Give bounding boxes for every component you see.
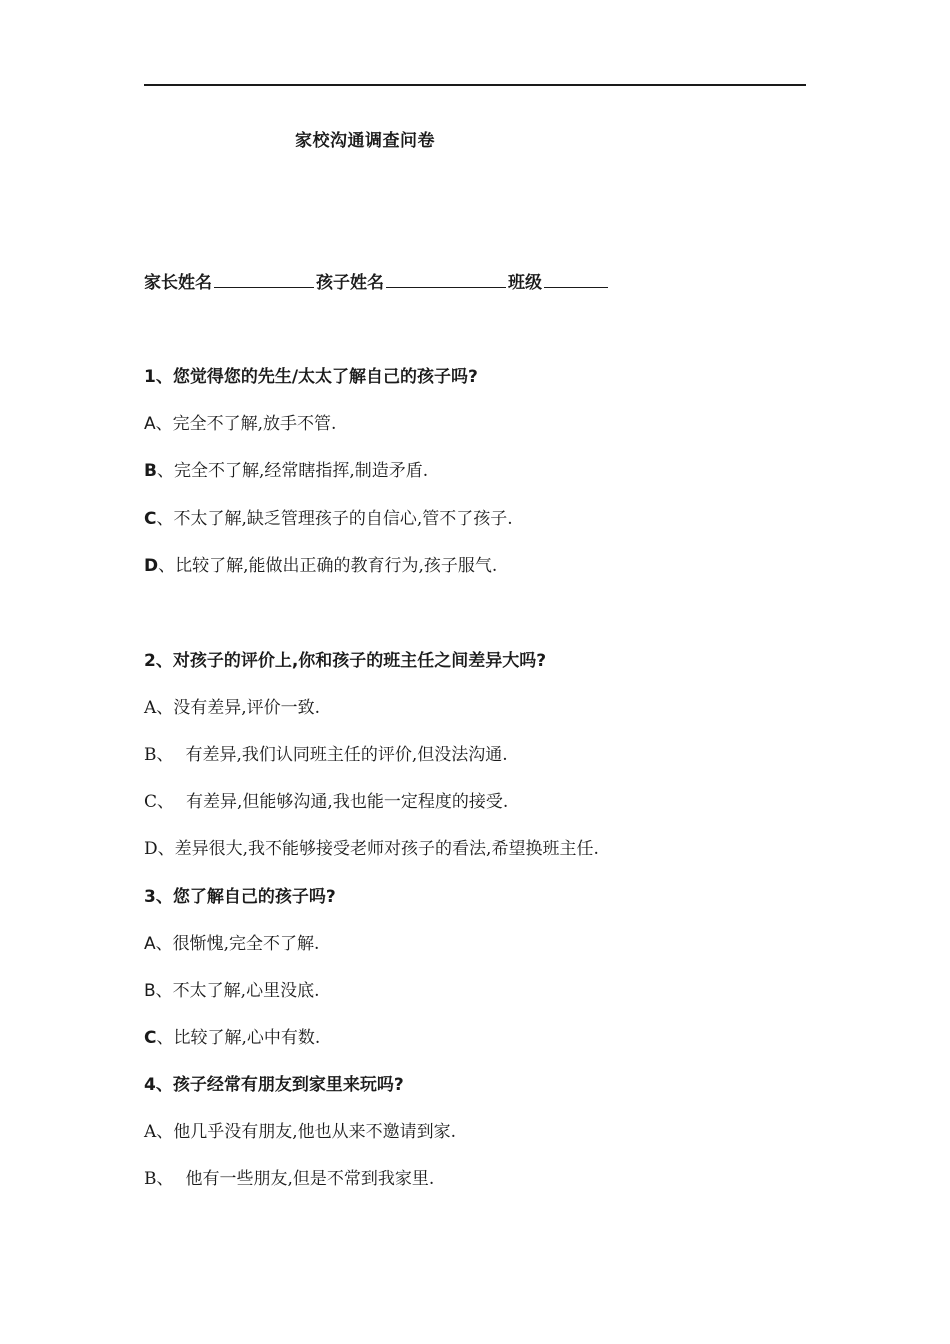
question-3: 3、您了解自己的孩子吗? bbox=[144, 887, 336, 907]
option-letter: A bbox=[144, 414, 156, 434]
option-text: 完全不了解,放手不管. bbox=[172, 414, 337, 434]
class-field[interactable] bbox=[544, 269, 608, 288]
question-1: 1、您觉得您的先生/太太了解自己的孩子吗? bbox=[144, 367, 478, 387]
option-text: 他几乎没有朋友,他也从来不邀请到家. bbox=[173, 1122, 457, 1142]
option-letter: D bbox=[144, 839, 158, 859]
option-text: 差异很大,我不能够接受老师对孩子的看法,希望换班主任. bbox=[174, 839, 599, 859]
q2-option-b[interactable] bbox=[144, 740, 508, 765]
option-text: 有差异,我们认同班主任的评价,但没法沟通. bbox=[185, 745, 508, 765]
option-separator: 、 bbox=[158, 556, 176, 576]
option-letter: C bbox=[144, 509, 157, 529]
option-letter: A bbox=[144, 1122, 157, 1142]
option-text: 没有差异,评价一致. bbox=[173, 698, 321, 718]
option-separator: 、 bbox=[156, 461, 174, 481]
option-letter: C bbox=[144, 1028, 157, 1048]
option-letter: B bbox=[144, 981, 156, 1001]
option-letter: A bbox=[144, 934, 156, 954]
q4-option-a[interactable] bbox=[144, 1117, 456, 1142]
question-2: 2、对孩子的评价上,你和孩子的班主任之间差异大吗? bbox=[144, 651, 547, 671]
option-separator: 、 bbox=[156, 1169, 174, 1189]
option-letter: D bbox=[144, 556, 159, 576]
option-separator: 、 bbox=[155, 414, 173, 434]
option-letter: B bbox=[144, 461, 157, 481]
option-letter: B bbox=[144, 745, 157, 765]
top-horizontal-rule bbox=[144, 84, 806, 86]
child-name-field[interactable] bbox=[386, 269, 506, 288]
q2-option-d[interactable] bbox=[144, 834, 599, 859]
option-separator: 、 bbox=[156, 1028, 174, 1048]
q1-option-b[interactable] bbox=[144, 456, 428, 481]
respondent-info-line bbox=[144, 268, 610, 293]
option-text: 不太了解,缺乏管理孩子的自信心,管不了孩子. bbox=[173, 509, 513, 529]
option-letter: B bbox=[144, 1169, 157, 1189]
parent-name-label: 家长姓名 bbox=[144, 273, 212, 293]
option-text: 比较了解,能做出正确的教育行为,孩子服气. bbox=[175, 556, 498, 576]
option-letter: C bbox=[144, 792, 158, 812]
q3-option-a[interactable] bbox=[144, 929, 319, 954]
option-text: 完全不了解,经常瞎指挥,制造矛盾. bbox=[173, 461, 429, 481]
option-separator: 、 bbox=[156, 745, 174, 765]
q1-option-d[interactable] bbox=[144, 551, 497, 576]
option-text: 很惭愧,完全不了解. bbox=[172, 934, 320, 954]
option-separator: 、 bbox=[155, 981, 173, 1001]
child-name-label: 孩子姓名 bbox=[316, 273, 384, 293]
q1-option-a[interactable] bbox=[144, 409, 336, 434]
q3-option-c[interactable] bbox=[144, 1023, 320, 1048]
option-separator: 、 bbox=[157, 839, 175, 859]
q2-option-a[interactable] bbox=[144, 693, 320, 718]
option-separator: 、 bbox=[157, 792, 175, 812]
option-text: 有差异,但能够沟通,我也能一定程度的接受. bbox=[186, 792, 509, 812]
option-letter: A bbox=[144, 698, 157, 718]
q1-option-c[interactable] bbox=[144, 504, 513, 529]
option-separator: 、 bbox=[156, 698, 174, 718]
q2-option-c[interactable] bbox=[144, 787, 508, 812]
q3-option-b[interactable] bbox=[144, 976, 319, 1001]
option-separator: 、 bbox=[155, 934, 173, 954]
option-separator: 、 bbox=[156, 1122, 174, 1142]
q4-option-b[interactable] bbox=[144, 1164, 434, 1189]
parent-name-field[interactable] bbox=[214, 269, 314, 288]
option-separator: 、 bbox=[156, 509, 174, 529]
document-title: 家校沟通调查问卷 bbox=[295, 131, 435, 151]
question-4: 4、孩子经常有朋友到家里来玩吗? bbox=[144, 1075, 404, 1095]
class-label: 班级 bbox=[508, 273, 542, 293]
option-text: 不太了解,心里没底. bbox=[172, 981, 320, 1001]
option-text: 他有一些朋友,但是不常到我家里. bbox=[185, 1169, 435, 1189]
option-text: 比较了解,心中有数. bbox=[173, 1028, 321, 1048]
